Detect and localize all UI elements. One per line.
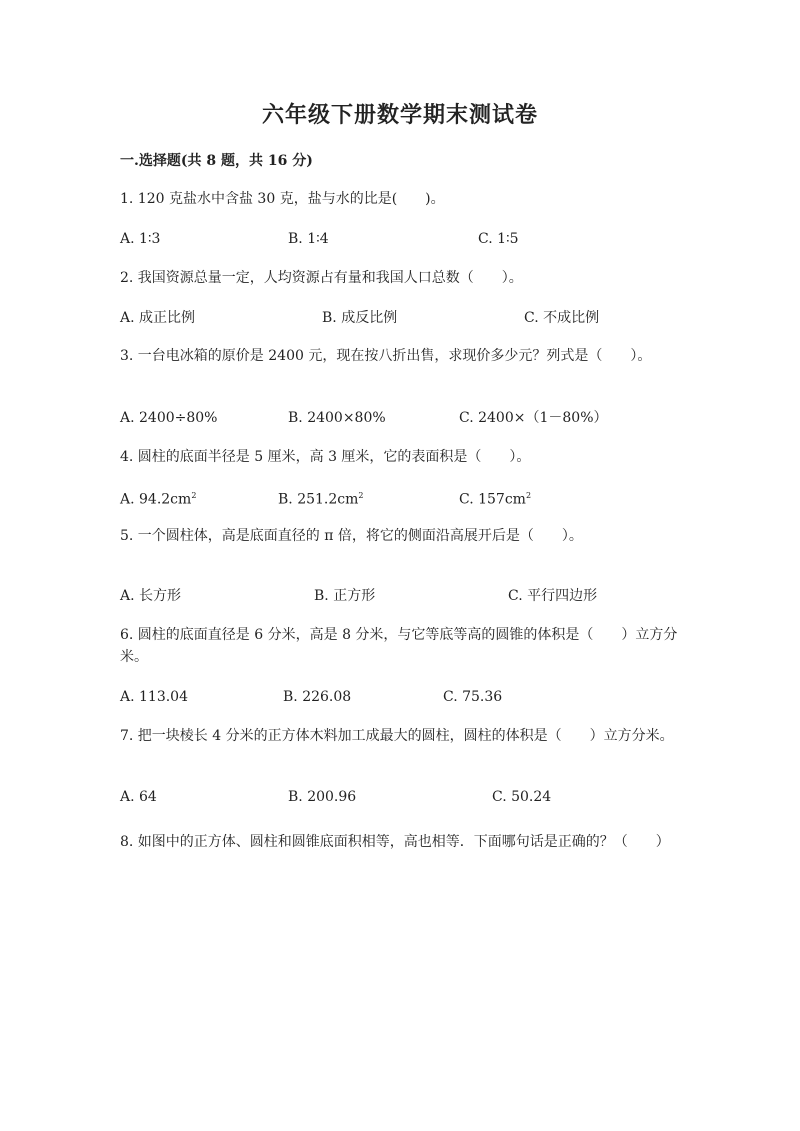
q5-option-a[interactable]: A. 长方形: [120, 588, 182, 604]
q6-option-b[interactable]: B. 226.08: [283, 689, 352, 705]
q2-option-a[interactable]: A. 成正比例: [120, 310, 196, 326]
q4-option-a[interactable]: A. $94.2cm^2$: [120, 491, 197, 508]
q5-option-c[interactable]: C. 平行四边形: [508, 588, 598, 604]
q1-option-c[interactable]: C. 1∶5: [478, 231, 519, 247]
squared-superscript: 2: [191, 491, 197, 500]
q7-option-b[interactable]: B. 200.96: [288, 789, 357, 805]
q6-option-c[interactable]: C. 75.36: [443, 689, 503, 705]
question-5: 5. 一个圆柱体，高是底面直径的 π 倍，将它的侧面沿高展开后是（ ）。: [120, 528, 583, 544]
q1-option-b[interactable]: B. 1∶4: [288, 231, 329, 247]
q5-option-b[interactable]: B. 正方形: [314, 588, 376, 604]
q3-option-a[interactable]: A. 2400÷80%: [120, 410, 218, 426]
question-3: 3. 一台电冰箱的原价是 2400 元，现在按八折出售，求现价多少元？列式是（ ）。: [120, 348, 652, 364]
q6-option-a[interactable]: A. 113.04: [120, 689, 188, 705]
q7-option-c[interactable]: C. 50.24: [492, 789, 552, 805]
question-2: 2. 我国资源总量一定，人均资源占有量和我国人口总数（ ）。: [120, 270, 523, 286]
squared-superscript: 2: [358, 491, 364, 500]
q3-option-c[interactable]: C. 2400×（1－80%）: [459, 410, 608, 426]
squared-superscript: 2: [525, 491, 532, 500]
q3-option-b[interactable]: B. 2400×80%: [288, 410, 386, 426]
q4-option-c[interactable]: C. $157cm^2$: [459, 491, 532, 508]
q2-option-c[interactable]: C. 不成比例: [524, 310, 600, 326]
question-7: 7. 把一块棱长 4 分米的正方体木料加工成最大的圆柱，圆柱的体积是（ ）立方分米。: [120, 728, 674, 744]
q1-option-a[interactable]: A. 1∶3: [120, 231, 161, 247]
q4-option-b[interactable]: B. $251.2cm^2$: [278, 491, 364, 508]
question-6: 6. 圆柱的底面直径是 6 分米，高是 8 分米，与它等底等高的圆锥的体积是（ ）立方分米。: [120, 627, 678, 665]
q7-option-a[interactable]: A. 64: [120, 789, 157, 805]
question-8: 8. 如图中的正方体、圆柱和圆锥底面积相等，高也相等．下面哪句话是正确的？（ ）: [120, 834, 670, 850]
section-heading: 一.选择题(共 8 题，共 16 分): [120, 153, 313, 169]
page-title: 六年级下册数学期末测试卷: [261, 102, 538, 128]
question-4: 4. 圆柱的底面半径是 5 厘米，高 3 厘米，它的表面积是（ ）。: [120, 449, 531, 465]
q2-option-b[interactable]: B. 成反比例: [322, 310, 398, 326]
question-1: 1. 120 克盐水中含盐 30 克，盐与水的比是( )。: [120, 191, 445, 207]
